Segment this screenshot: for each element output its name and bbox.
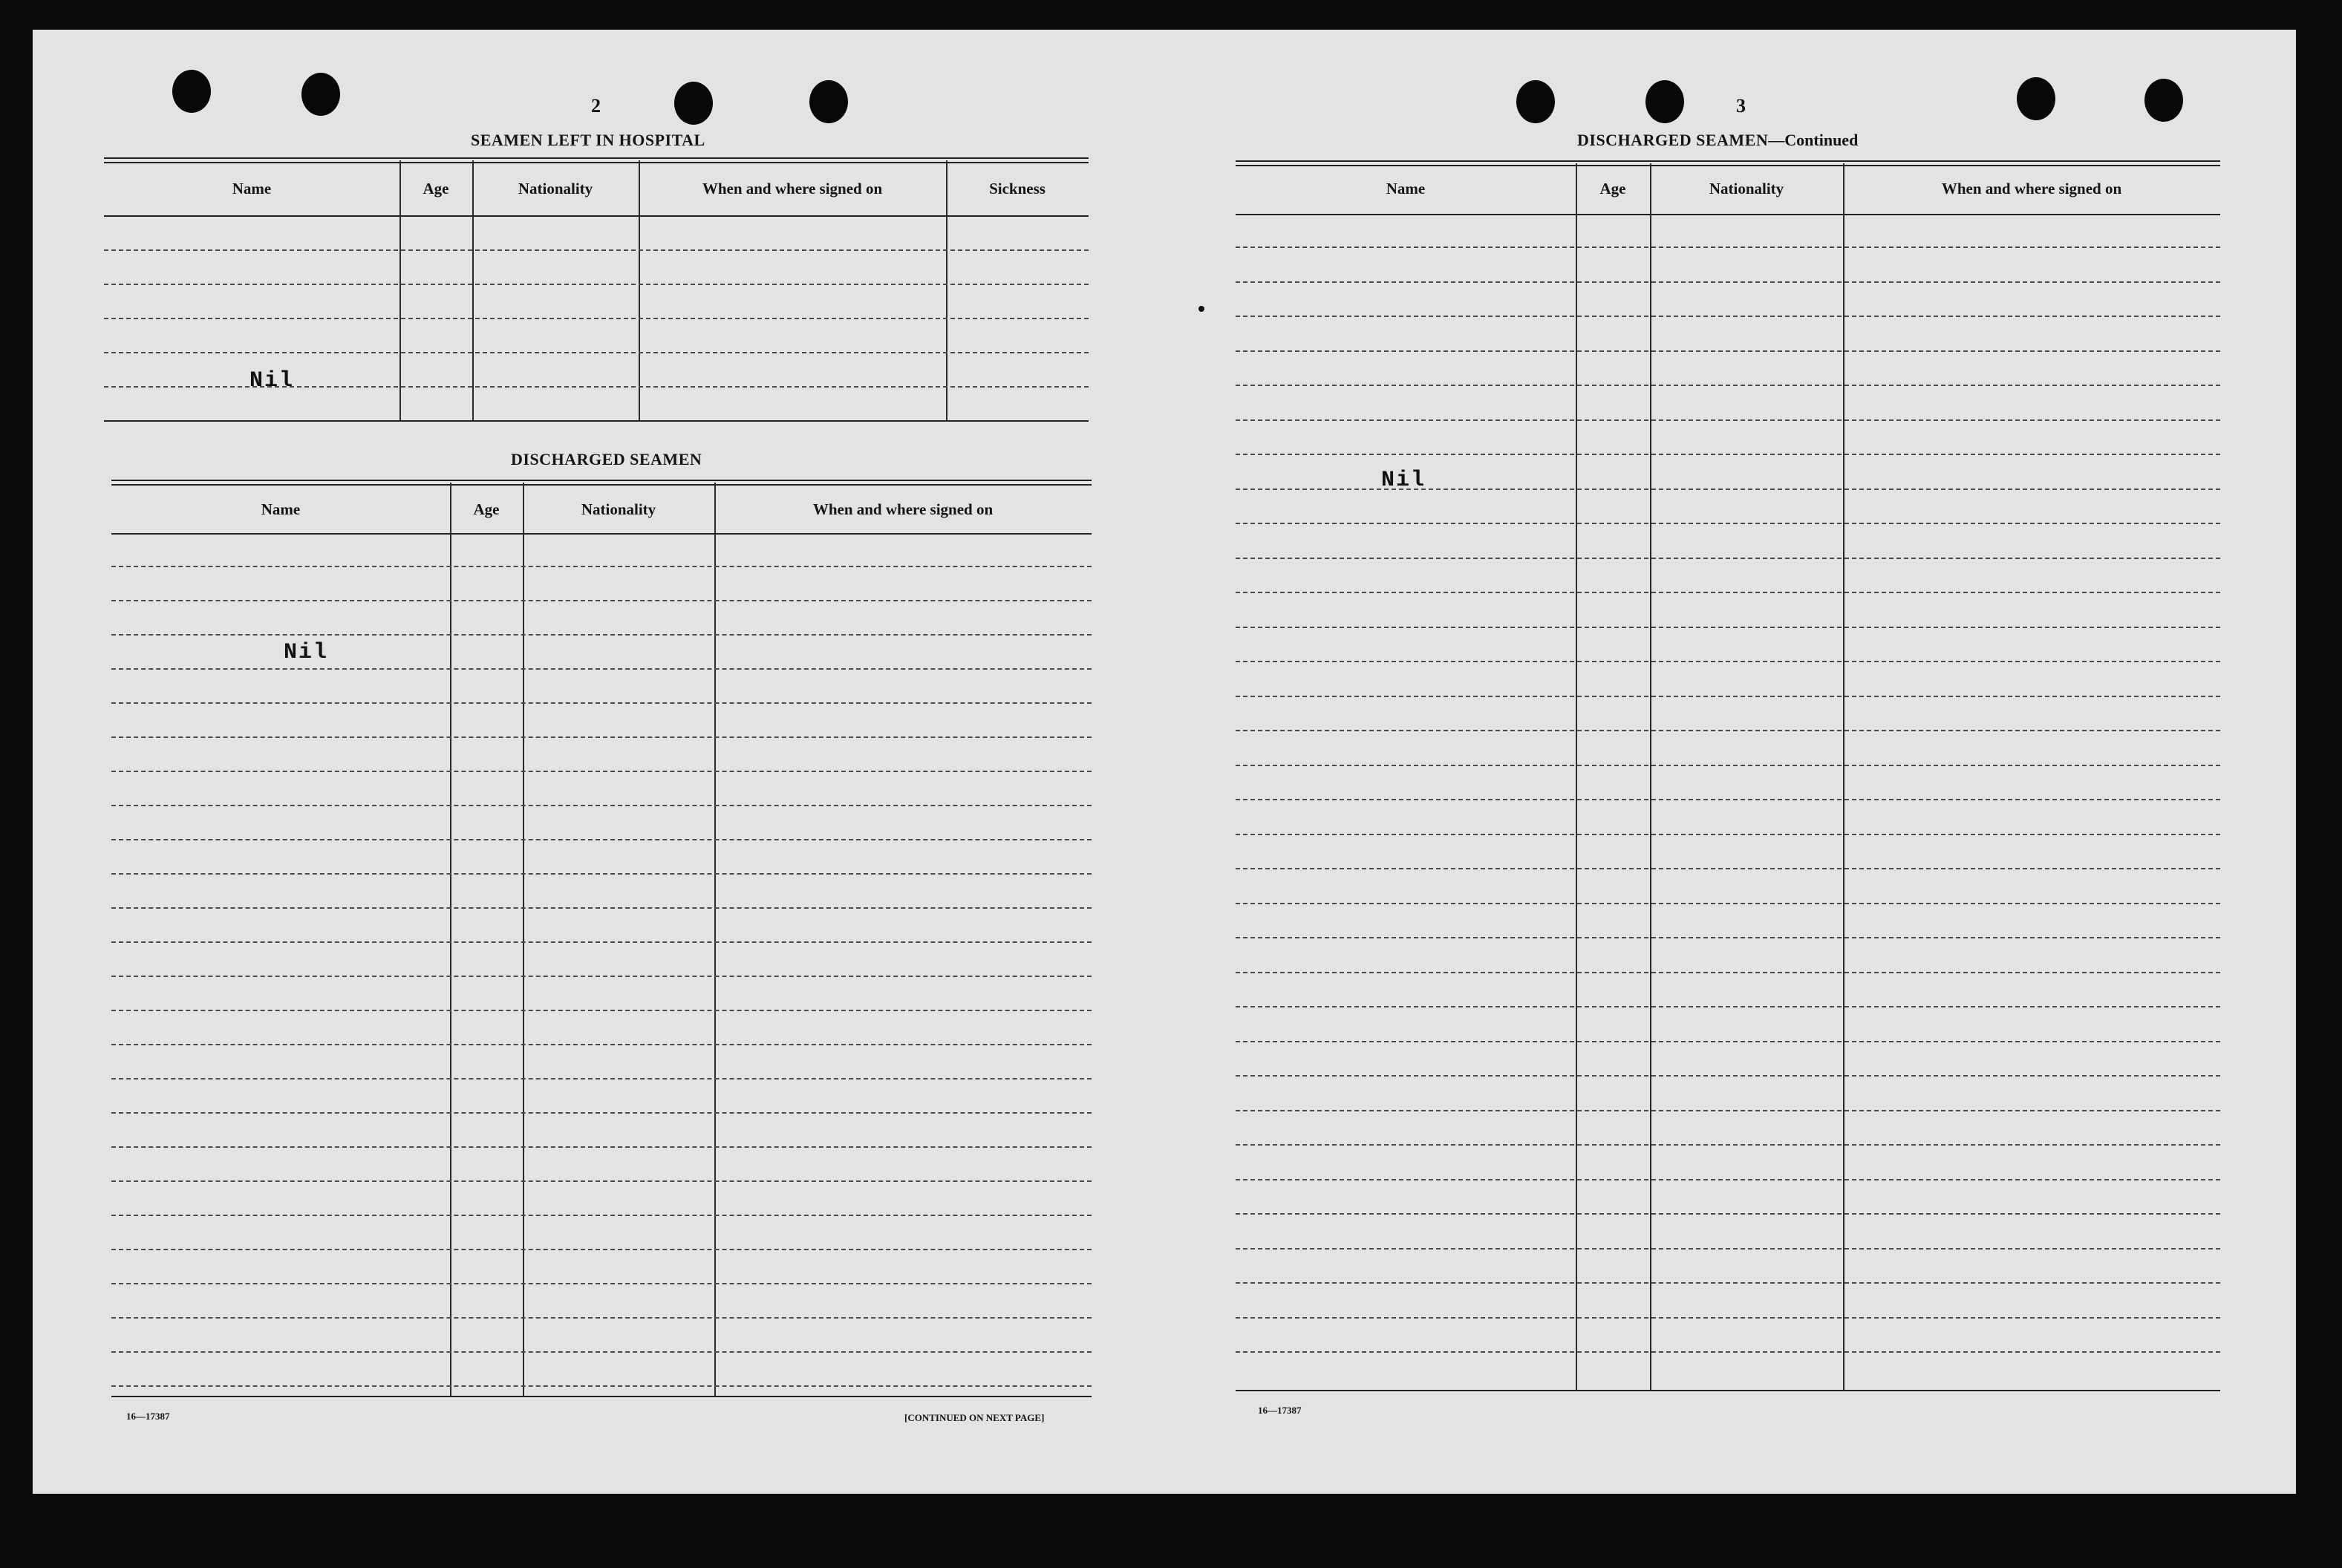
- entry-line: [111, 668, 1092, 670]
- entry-line: [111, 566, 1092, 567]
- entry-line: [111, 976, 1092, 977]
- entry-line: [111, 1351, 1092, 1353]
- column-divider: [1843, 163, 1844, 1390]
- entry-line: [1236, 627, 2220, 628]
- title-main: DISCHARGED SEAMEN: [1577, 131, 1769, 149]
- table-bottom-rule: [104, 420, 1089, 422]
- punch-hole: [1516, 80, 1555, 123]
- column-divider: [523, 483, 524, 1396]
- entry-line: [1236, 592, 2220, 593]
- entry-line: [1236, 1213, 2220, 1215]
- page-number: 3: [1736, 95, 1746, 117]
- column-header-age: Age: [473, 500, 500, 518]
- column-divider: [1576, 163, 1577, 1390]
- entry-line: [1236, 1006, 2220, 1007]
- entry-line: [111, 702, 1092, 704]
- column-header-name: Name: [232, 180, 272, 197]
- punch-hole: [172, 70, 211, 113]
- entry-line: [111, 600, 1092, 601]
- column-header-signed-on: When and where signed on: [702, 180, 883, 197]
- table-top-rule: [111, 480, 1092, 486]
- entry-line: [1236, 661, 2220, 662]
- table-bottom-rule: [1236, 1390, 2220, 1391]
- column-divider: [946, 160, 947, 420]
- entry-line: [104, 284, 1089, 285]
- title-suffix: —Continued: [1768, 131, 1859, 149]
- header-rule: [1236, 214, 2220, 215]
- entry-line: [1236, 1179, 2220, 1180]
- form-number: 16—17387: [1258, 1405, 1302, 1416]
- document-sheet: [33, 30, 2296, 1494]
- form-number: 16—17387: [126, 1411, 170, 1422]
- typed-entry: Nil: [284, 640, 329, 665]
- table-top-rule: [1236, 160, 2220, 166]
- entry-line: [111, 1385, 1092, 1387]
- column-header-nationality: Nationality: [518, 180, 593, 197]
- entry-line: [1236, 1110, 2220, 1111]
- entry-line: [111, 1249, 1092, 1250]
- entry-line: [104, 352, 1089, 353]
- entry-line: [1236, 868, 2220, 869]
- entry-line: [111, 1010, 1092, 1011]
- column-header-nationality: Nationality: [581, 500, 656, 518]
- entry-line: [1236, 1351, 2220, 1353]
- column-header-sickness: Sickness: [989, 180, 1046, 197]
- entry-line: [111, 805, 1092, 806]
- entry-line: [1236, 1041, 2220, 1042]
- discharged-section-title: DISCHARGED SEAMEN: [511, 450, 702, 468]
- entry-line: [111, 771, 1092, 772]
- entry-line: [1236, 523, 2220, 524]
- column-header-signed-on: When and where signed on: [812, 500, 994, 518]
- punch-hole: [674, 82, 713, 125]
- table-bottom-rule: [111, 1396, 1092, 1397]
- column-divider: [714, 483, 716, 1396]
- column-divider: [1650, 163, 1651, 1390]
- header-rule: [104, 215, 1089, 217]
- entry-line: [111, 907, 1092, 909]
- column-header-name: Name: [1386, 180, 1426, 197]
- entry-line: [1236, 385, 2220, 386]
- entry-line: [104, 249, 1089, 251]
- entry-line: [1236, 350, 2220, 352]
- entry-line: [1236, 454, 2220, 455]
- entry-line: [111, 1112, 1092, 1114]
- continued-note: [CONTINUED ON NEXT PAGE]: [904, 1412, 1045, 1423]
- typed-entry: Nil: [1381, 468, 1426, 493]
- discharged-table: [111, 480, 1092, 1408]
- hospital-table: [104, 157, 1089, 459]
- punch-hole: [2144, 79, 2183, 122]
- entry-line: [111, 1078, 1092, 1079]
- entry-line: [111, 1180, 1092, 1182]
- entry-line: [111, 1215, 1092, 1216]
- entry-line: [1236, 1317, 2220, 1319]
- punch-hole: [1645, 80, 1684, 123]
- entry-line: [1236, 834, 2220, 835]
- column-divider: [450, 483, 451, 1396]
- column-header-name: Name: [261, 500, 301, 518]
- punch-hole: [301, 73, 340, 116]
- entry-line: [111, 634, 1092, 636]
- punch-hole: [2017, 77, 2055, 120]
- entry-line: [1236, 696, 2220, 697]
- entry-line: [1236, 903, 2220, 904]
- header-rule: [111, 533, 1092, 535]
- column-divider: [472, 160, 474, 420]
- entry-line: [1236, 1248, 2220, 1250]
- table-top-rule: [104, 157, 1089, 163]
- entry-line: [1236, 1075, 2220, 1077]
- entry-line: [111, 1283, 1092, 1284]
- column-header-age: Age: [1599, 180, 1626, 197]
- entry-line: [1236, 419, 2220, 421]
- entry-line: [1236, 281, 2220, 283]
- column-header-nationality: Nationality: [1709, 180, 1784, 197]
- entry-line: [1236, 1144, 2220, 1146]
- entry-line: [1236, 765, 2220, 766]
- column-divider: [399, 160, 401, 420]
- entry-line: [111, 873, 1092, 875]
- column-header-signed-on: When and where signed on: [1941, 180, 2122, 197]
- entry-line: [1236, 1282, 2220, 1284]
- entry-line: [1236, 730, 2220, 731]
- entry-line: [1236, 246, 2220, 248]
- entry-line: [1236, 558, 2220, 559]
- entry-line: [1236, 937, 2220, 938]
- entry-line: [104, 318, 1089, 319]
- column-divider: [639, 160, 640, 420]
- entry-line: [111, 1317, 1092, 1319]
- page-number: 2: [591, 95, 601, 117]
- typed-entry: Nil: [249, 368, 295, 393]
- entry-line: [1236, 316, 2220, 317]
- discharged-continued-table: [1236, 160, 2220, 1402]
- stray-mark: [1198, 306, 1204, 312]
- entry-line: [111, 941, 1092, 943]
- entry-line: [1236, 972, 2220, 973]
- entry-line: [111, 1044, 1092, 1045]
- entry-line: [111, 839, 1092, 840]
- entry-line: [1236, 799, 2220, 800]
- hospital-section-title: SEAMEN LEFT IN HOSPITAL: [471, 131, 705, 149]
- column-header-age: Age: [423, 180, 449, 197]
- entry-line: [111, 736, 1092, 738]
- punch-hole: [809, 80, 848, 123]
- discharged-continued-title: [1577, 131, 1858, 150]
- entry-line: [111, 1146, 1092, 1148]
